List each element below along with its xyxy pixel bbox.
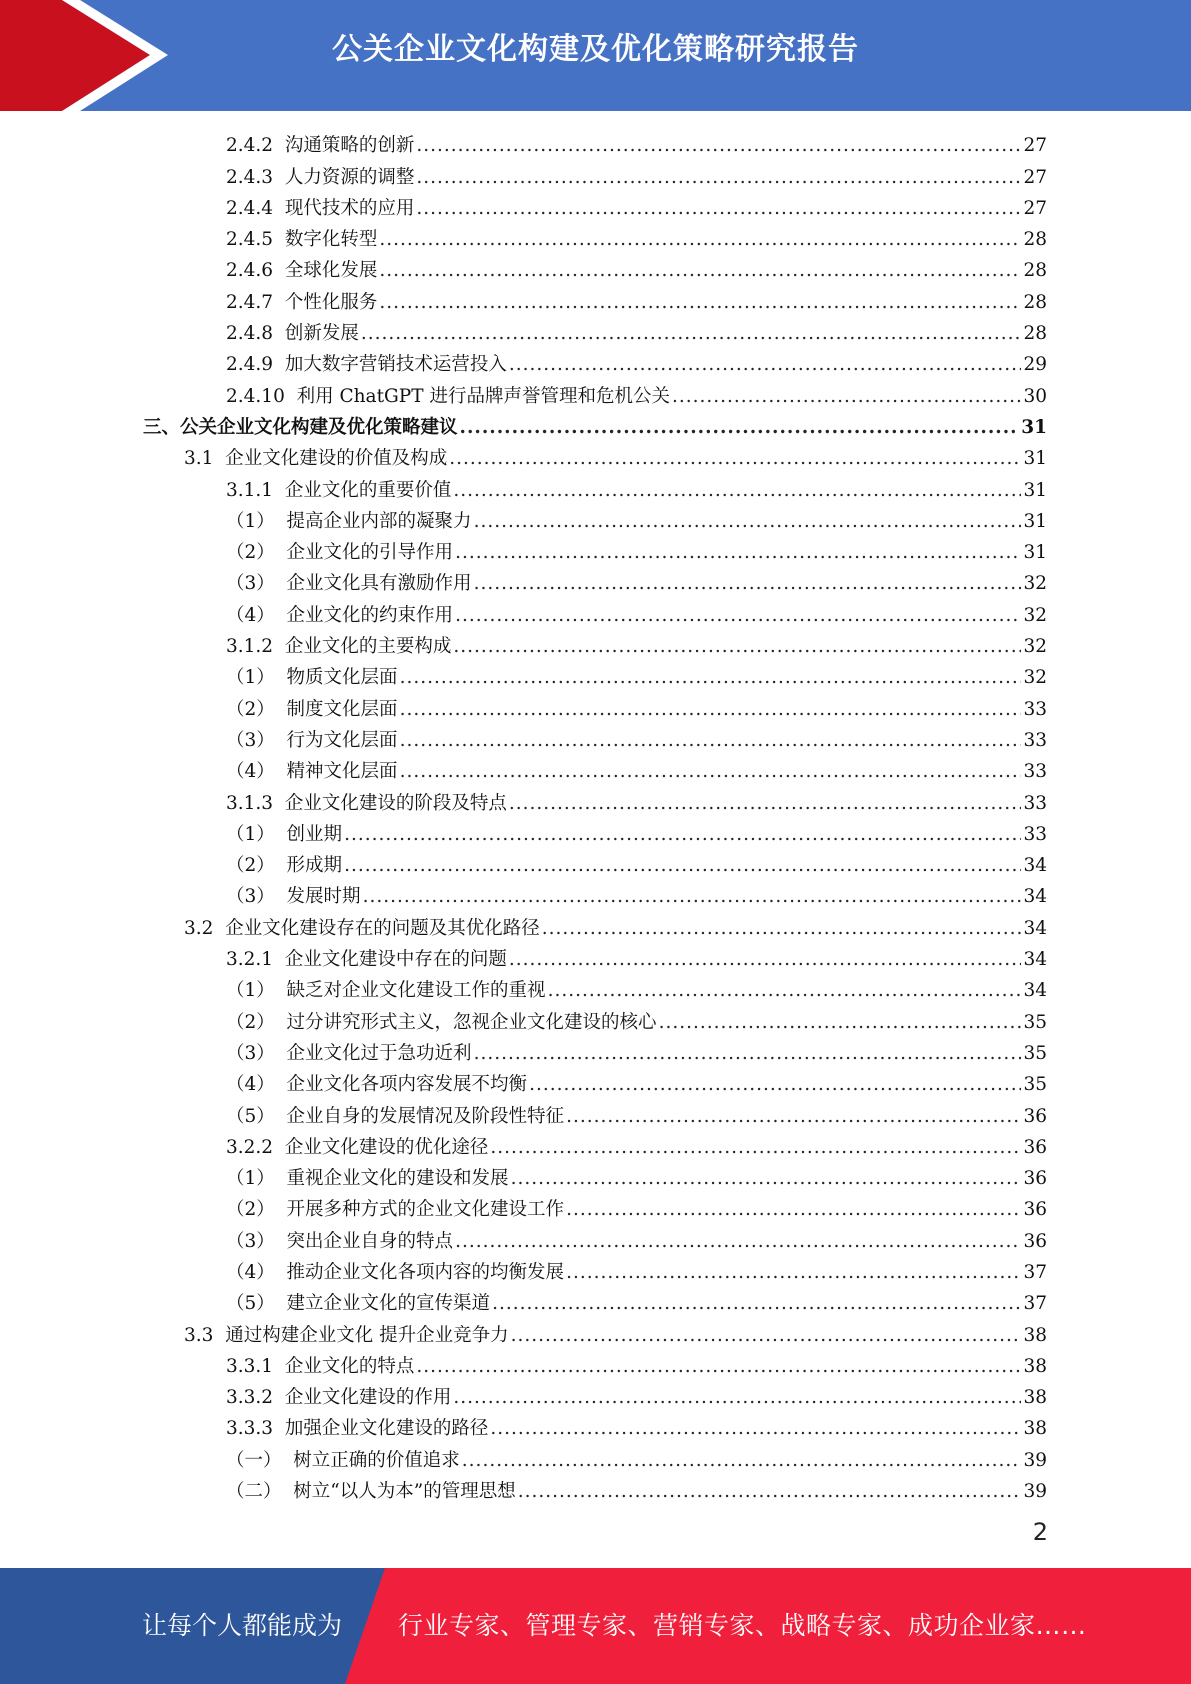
toc-entry-page: 36: [1023, 1168, 1047, 1190]
toc-entry-page: 31: [1023, 479, 1047, 501]
toc-entry[interactable]: [0, 878, 1191, 909]
toc-entry[interactable]: [0, 1129, 1191, 1160]
toc-entry[interactable]: [0, 471, 1191, 502]
toc-entry[interactable]: [0, 690, 1191, 721]
toc-entry-title: 企业文化的重要价值: [284, 479, 452, 501]
toc-entry-page: 28: [1023, 323, 1047, 345]
toc-entry-title: 沟通策略的创新: [284, 135, 415, 157]
toc-entry-number: （一）: [226, 1449, 282, 1471]
toc-entry-title: 个性化服务: [284, 291, 378, 313]
toc-dot-leader: [455, 604, 1021, 628]
toc-entry-number: 3.3: [184, 1324, 214, 1346]
toc-entry-title: 通过构建企业文化 提升企业竞争力: [225, 1324, 509, 1346]
toc-entry-number: 3.1.2: [226, 636, 274, 658]
toc-dot-leader: [492, 1292, 1021, 1316]
toc-entry-title: 公关企业文化构建及优化策略建议: [180, 416, 458, 438]
toc-entry-page: 28: [1023, 291, 1047, 313]
toc-entry-number: 2.4.8: [226, 323, 274, 345]
toc-entry-title: 创业期: [286, 823, 343, 845]
toc-entry[interactable]: [0, 346, 1191, 377]
toc-entry[interactable]: [0, 753, 1191, 784]
page-footer: [0, 1568, 1191, 1684]
toc-entry-page: 34: [1023, 949, 1047, 971]
toc-entry-page: 32: [1023, 604, 1047, 626]
toc-entry-page: 30: [1023, 385, 1047, 407]
page-number: 2: [1032, 1518, 1048, 1546]
toc-entry-title: 企业文化的约束作用: [286, 604, 454, 626]
toc-dot-leader: [490, 1136, 1021, 1160]
toc-entry[interactable]: [0, 565, 1191, 596]
toc-entry-title: 企业文化建设中存在的问题: [284, 949, 507, 971]
toc-entry-title: 突出企业自身的特点: [286, 1230, 454, 1252]
toc-entry-page: 27: [1023, 197, 1047, 219]
toc-entry-number: （2）: [226, 855, 275, 877]
toc-entry-title: 现代技术的应用: [284, 197, 415, 219]
toc-entry[interactable]: [0, 190, 1191, 221]
toc-entry-title: 人力资源的调整: [284, 166, 415, 188]
toc-entry-number: 2.4.10: [226, 385, 285, 407]
toc-entry[interactable]: [0, 1191, 1191, 1222]
toc-entry-page: 27: [1023, 135, 1047, 157]
toc-entry-page: 36: [1023, 1199, 1047, 1221]
toc-entry-number: （1）: [226, 510, 275, 532]
toc-entry[interactable]: [0, 1410, 1191, 1441]
toc-entry-number: （2）: [226, 1011, 275, 1033]
toc-entry-page: 35: [1023, 1074, 1047, 1096]
toc-entry[interactable]: [0, 1473, 1191, 1504]
toc-entry-title: 缺乏对企业文化建设工作的重视: [286, 980, 546, 1002]
toc-entry[interactable]: [0, 1097, 1191, 1128]
toc-entry-number: （1）: [226, 980, 275, 1002]
toc-entry-title: 企业文化具有激励作用: [286, 573, 472, 595]
toc-entry-number: 3.2.2: [226, 1136, 274, 1158]
toc-entry[interactable]: [0, 659, 1191, 690]
toc-entry-title: 重视企业文化的建设和发展: [286, 1168, 509, 1190]
footer-slogan-right: 行业专家、管理专家、营销专家、战略专家、成功企业家……: [398, 1611, 1087, 1640]
toc-dot-leader: [455, 1230, 1021, 1254]
toc-entry-number: （2）: [226, 698, 275, 720]
toc-dot-leader: [400, 698, 1022, 722]
toc-dot-leader: [416, 1355, 1021, 1379]
toc-entry-number: 3.1.1: [226, 479, 274, 501]
toc-entry-number: （2）: [226, 542, 275, 564]
toc-entry-page: 32: [1023, 636, 1047, 658]
page-header: [0, 0, 1191, 111]
toc-entry-title: 推动企业文化各项内容的均衡发展: [286, 1261, 565, 1283]
toc-entry[interactable]: [0, 440, 1191, 471]
toc-entry-title: 过分讲究形式主义，忽视企业文化建设的核心: [286, 1011, 657, 1033]
toc-dot-leader: [416, 166, 1021, 190]
toc-entry-number: （3）: [226, 1230, 275, 1252]
toc-entry-number: 3.3.3: [226, 1418, 274, 1440]
toc-entry-page: 36: [1023, 1230, 1047, 1252]
toc-entry-title: 企业文化建设的优化途径: [284, 1136, 489, 1158]
toc-entry-title: 形成期: [286, 855, 343, 877]
toc-entry[interactable]: [0, 127, 1191, 158]
toc-entry-title: 精神文化层面: [286, 761, 398, 783]
toc-entry[interactable]: [0, 534, 1191, 565]
toc-entry-page: 35: [1023, 1042, 1047, 1064]
toc-entry-title: 加大数字营销技术运营投入: [284, 354, 507, 376]
toc-dot-leader: [490, 1417, 1021, 1441]
toc-entry-page: 39: [1023, 1481, 1047, 1503]
toc-entry-page: 38: [1023, 1355, 1047, 1377]
toc-entry-title: 开展多种方式的企业文化建设工作: [286, 1199, 565, 1221]
toc-dot-leader: [344, 823, 1021, 847]
toc-entry[interactable]: [0, 784, 1191, 815]
report-title: 公关企业文化构建及优化策略研究报告: [332, 32, 859, 67]
toc-dot-leader: [511, 1167, 1022, 1191]
toc-entry[interactable]: [0, 1285, 1191, 1316]
toc-entry-number: 三、: [143, 416, 181, 438]
toc-dot-leader: [453, 1386, 1021, 1410]
toc-entry[interactable]: [0, 252, 1191, 283]
toc-entry-page: 34: [1023, 980, 1047, 1002]
toc-entry-title: 制度文化层面: [286, 698, 398, 720]
toc-entry[interactable]: [0, 847, 1191, 878]
toc-dot-leader: [460, 416, 1020, 440]
toc-entry[interactable]: [0, 1160, 1191, 1191]
toc-entry-number: 3.3.1: [226, 1355, 274, 1377]
toc-entry-number: 3.1: [184, 448, 214, 470]
toc-entry-number: （3）: [226, 886, 275, 908]
toc-dot-leader: [400, 729, 1022, 753]
toc-entry-title: 企业文化建设的价值及构成: [225, 448, 448, 470]
toc-dot-leader: [509, 792, 1022, 816]
toc-dot-leader: [511, 1324, 1022, 1348]
toc-entry-title: 企业文化建设的阶段及特点: [284, 792, 507, 814]
toc-entry-number: 3.1.3: [226, 792, 274, 814]
toc-entry-number: （1）: [226, 667, 275, 689]
toc-entry-page: 33: [1023, 729, 1047, 751]
toc-entry[interactable]: [0, 941, 1191, 972]
toc-entry-number: （3）: [226, 729, 275, 751]
toc-entry-number: （1）: [226, 823, 275, 845]
toc-entry[interactable]: [0, 816, 1191, 847]
toc-entry[interactable]: [0, 1254, 1191, 1285]
toc-entry-number: （2）: [226, 1199, 275, 1221]
toc-entry[interactable]: [0, 377, 1191, 408]
toc-dot-leader: [416, 197, 1021, 221]
toc-entry-title: 企业自身的发展情况及阶段性特征: [286, 1105, 565, 1127]
toc-dot-leader: [518, 1480, 1022, 1504]
toc-entry-title: 全球化发展: [284, 260, 378, 282]
toc-entry-number: （4）: [226, 1261, 275, 1283]
toc-dot-leader: [363, 885, 1022, 909]
toc-dot-leader: [416, 134, 1021, 158]
toc-entry-page: 28: [1023, 260, 1047, 282]
toc-entry-title: 树立正确的价值追求: [293, 1449, 460, 1471]
toc-entry-page: 33: [1023, 792, 1047, 814]
toc-entry-title: 企业文化的主要构成: [284, 636, 452, 658]
toc-dot-leader: [453, 479, 1021, 503]
toc-dot-leader: [509, 948, 1022, 972]
toc-entry-number: 2.4.5: [226, 229, 274, 251]
toc-entry[interactable]: [0, 1222, 1191, 1253]
toc-entry-number: 2.4.9: [226, 354, 274, 376]
toc-entry-title: 企业文化过于急功近利: [286, 1042, 472, 1064]
toc-entry-page: 34: [1023, 917, 1047, 939]
toc-entry-number: （3）: [226, 1042, 275, 1064]
toc-entry-number: （5）: [226, 1105, 275, 1127]
toc-entry-number: （3）: [226, 573, 275, 595]
toc-entry[interactable]: [0, 158, 1191, 189]
toc-dot-leader: [379, 259, 1021, 283]
toc-entry-page: 33: [1023, 761, 1047, 783]
toc-entry[interactable]: [0, 1066, 1191, 1097]
table-of-contents: [0, 127, 1191, 1504]
toc-entry[interactable]: [0, 283, 1191, 314]
toc-entry-number: （4）: [226, 761, 275, 783]
toc-entry-page: 34: [1023, 855, 1047, 877]
toc-dot-leader: [566, 1105, 1021, 1129]
toc-entry[interactable]: [0, 1379, 1191, 1410]
toc-dot-leader: [379, 228, 1021, 252]
toc-dot-leader: [344, 854, 1021, 878]
toc-entry-number: 3.2.1: [226, 949, 274, 971]
toc-dot-leader: [455, 541, 1021, 565]
toc-entry-title: 建立企业文化的宣传渠道: [286, 1293, 491, 1315]
toc-entry[interactable]: [0, 722, 1191, 753]
toc-entry-number: （1）: [226, 1168, 275, 1190]
toc-dot-leader: [542, 917, 1022, 941]
toc-dot-leader: [453, 635, 1021, 659]
toc-entry-number: 3.3.2: [226, 1387, 274, 1409]
toc-entry-number: 2.4.4: [226, 197, 274, 219]
toc-entry-number: 2.4.6: [226, 260, 274, 282]
toc-entry-page: 39: [1023, 1449, 1047, 1471]
toc-entry[interactable]: [0, 221, 1191, 252]
toc-entry[interactable]: [0, 1348, 1191, 1379]
toc-dot-leader: [474, 1042, 1022, 1066]
toc-entry-page: 32: [1023, 667, 1047, 689]
toc-entry[interactable]: [0, 909, 1191, 940]
toc-entry-title: 企业文化的引导作用: [286, 542, 454, 564]
toc-entry[interactable]: [0, 972, 1191, 1003]
toc-entry[interactable]: [0, 1035, 1191, 1066]
toc-entry-title: 企业文化的特点: [284, 1355, 415, 1377]
toc-entry-page: 33: [1023, 823, 1047, 845]
toc-entry[interactable]: [0, 628, 1191, 659]
toc-dot-leader: [400, 666, 1022, 690]
toc-dot-leader: [379, 291, 1021, 315]
toc-entry-page: 36: [1023, 1105, 1047, 1127]
toc-entry-page: 31: [1021, 416, 1047, 438]
toc-entry[interactable]: [0, 503, 1191, 534]
toc-entry-page: 37: [1023, 1293, 1047, 1315]
toc-dot-leader: [566, 1198, 1021, 1222]
toc-entry-title: 利用 ChatGPT 进行品牌声誉管理和危机公关: [296, 385, 670, 407]
toc-entry-title: 创新发展: [284, 323, 359, 345]
toc-entry-number: 2.4.3: [226, 166, 274, 188]
toc-entry-page: 31: [1023, 448, 1047, 470]
toc-entry-number: （二）: [226, 1481, 282, 1503]
toc-dot-leader: [529, 1073, 1021, 1097]
toc-entry-title: 物质文化层面: [286, 667, 398, 689]
toc-entry-page: 35: [1023, 1011, 1047, 1033]
toc-entry-number: 3.2: [184, 917, 214, 939]
toc-dot-leader: [672, 385, 1021, 409]
toc-dot-leader: [474, 572, 1022, 596]
toc-entry-number: （5）: [226, 1293, 275, 1315]
toc-entry[interactable]: [0, 1441, 1191, 1472]
toc-dot-leader: [449, 447, 1021, 471]
toc-entry-page: 38: [1023, 1324, 1047, 1346]
toc-entry-number: 2.4.7: [226, 291, 274, 313]
toc-entry[interactable]: [0, 315, 1191, 346]
toc-entry-page: 38: [1023, 1418, 1047, 1440]
toc-entry-title: 行为文化层面: [286, 729, 398, 751]
toc-entry[interactable]: [0, 596, 1191, 627]
toc-entry-title: 加强企业文化建设的路径: [284, 1418, 489, 1440]
toc-dot-leader: [462, 1449, 1022, 1473]
toc-dot-leader: [509, 353, 1022, 377]
toc-entry-page: 36: [1023, 1136, 1047, 1158]
toc-entry-title: 发展时期: [286, 886, 361, 908]
toc-entry-title: 数字化转型: [284, 229, 378, 251]
toc-entry-page: 29: [1023, 354, 1047, 376]
toc-entry-page: 28: [1023, 229, 1047, 251]
toc-entry-page: 33: [1023, 698, 1047, 720]
toc-dot-leader: [548, 979, 1022, 1003]
toc-entry-title: 提高企业内部的凝聚力: [286, 510, 472, 532]
toc-entry-number: （4）: [226, 1074, 275, 1096]
toc-dot-leader: [566, 1261, 1021, 1285]
footer-slogan-left: 让每个人都能成为: [142, 1611, 343, 1640]
toc-entry[interactable]: [0, 409, 1191, 440]
toc-entry-page: 32: [1023, 573, 1047, 595]
toc-entry-page: 38: [1023, 1387, 1047, 1409]
toc-dot-leader: [361, 322, 1022, 346]
toc-entry-page: 37: [1023, 1261, 1047, 1283]
toc-entry-page: 31: [1023, 542, 1047, 564]
toc-dot-leader: [659, 1011, 1022, 1035]
toc-entry-page: 34: [1023, 886, 1047, 908]
toc-entry-title: 企业文化各项内容发展不均衡: [286, 1074, 528, 1096]
toc-entry-number: 2.4.2: [226, 135, 274, 157]
toc-entry-title: 企业文化建设存在的问题及其优化路径: [225, 917, 540, 939]
toc-entry-page: 31: [1023, 510, 1047, 532]
toc-entry-title: 企业文化建设的作用: [284, 1387, 452, 1409]
toc-entry[interactable]: [0, 1003, 1191, 1034]
toc-dot-leader: [474, 510, 1022, 534]
toc-entry-title: 树立“以人为本”的管理思想: [293, 1481, 516, 1503]
toc-entry[interactable]: [0, 1316, 1191, 1347]
toc-dot-leader: [400, 760, 1022, 784]
toc-entry-number: （4）: [226, 604, 275, 626]
toc-entry-page: 27: [1023, 166, 1047, 188]
